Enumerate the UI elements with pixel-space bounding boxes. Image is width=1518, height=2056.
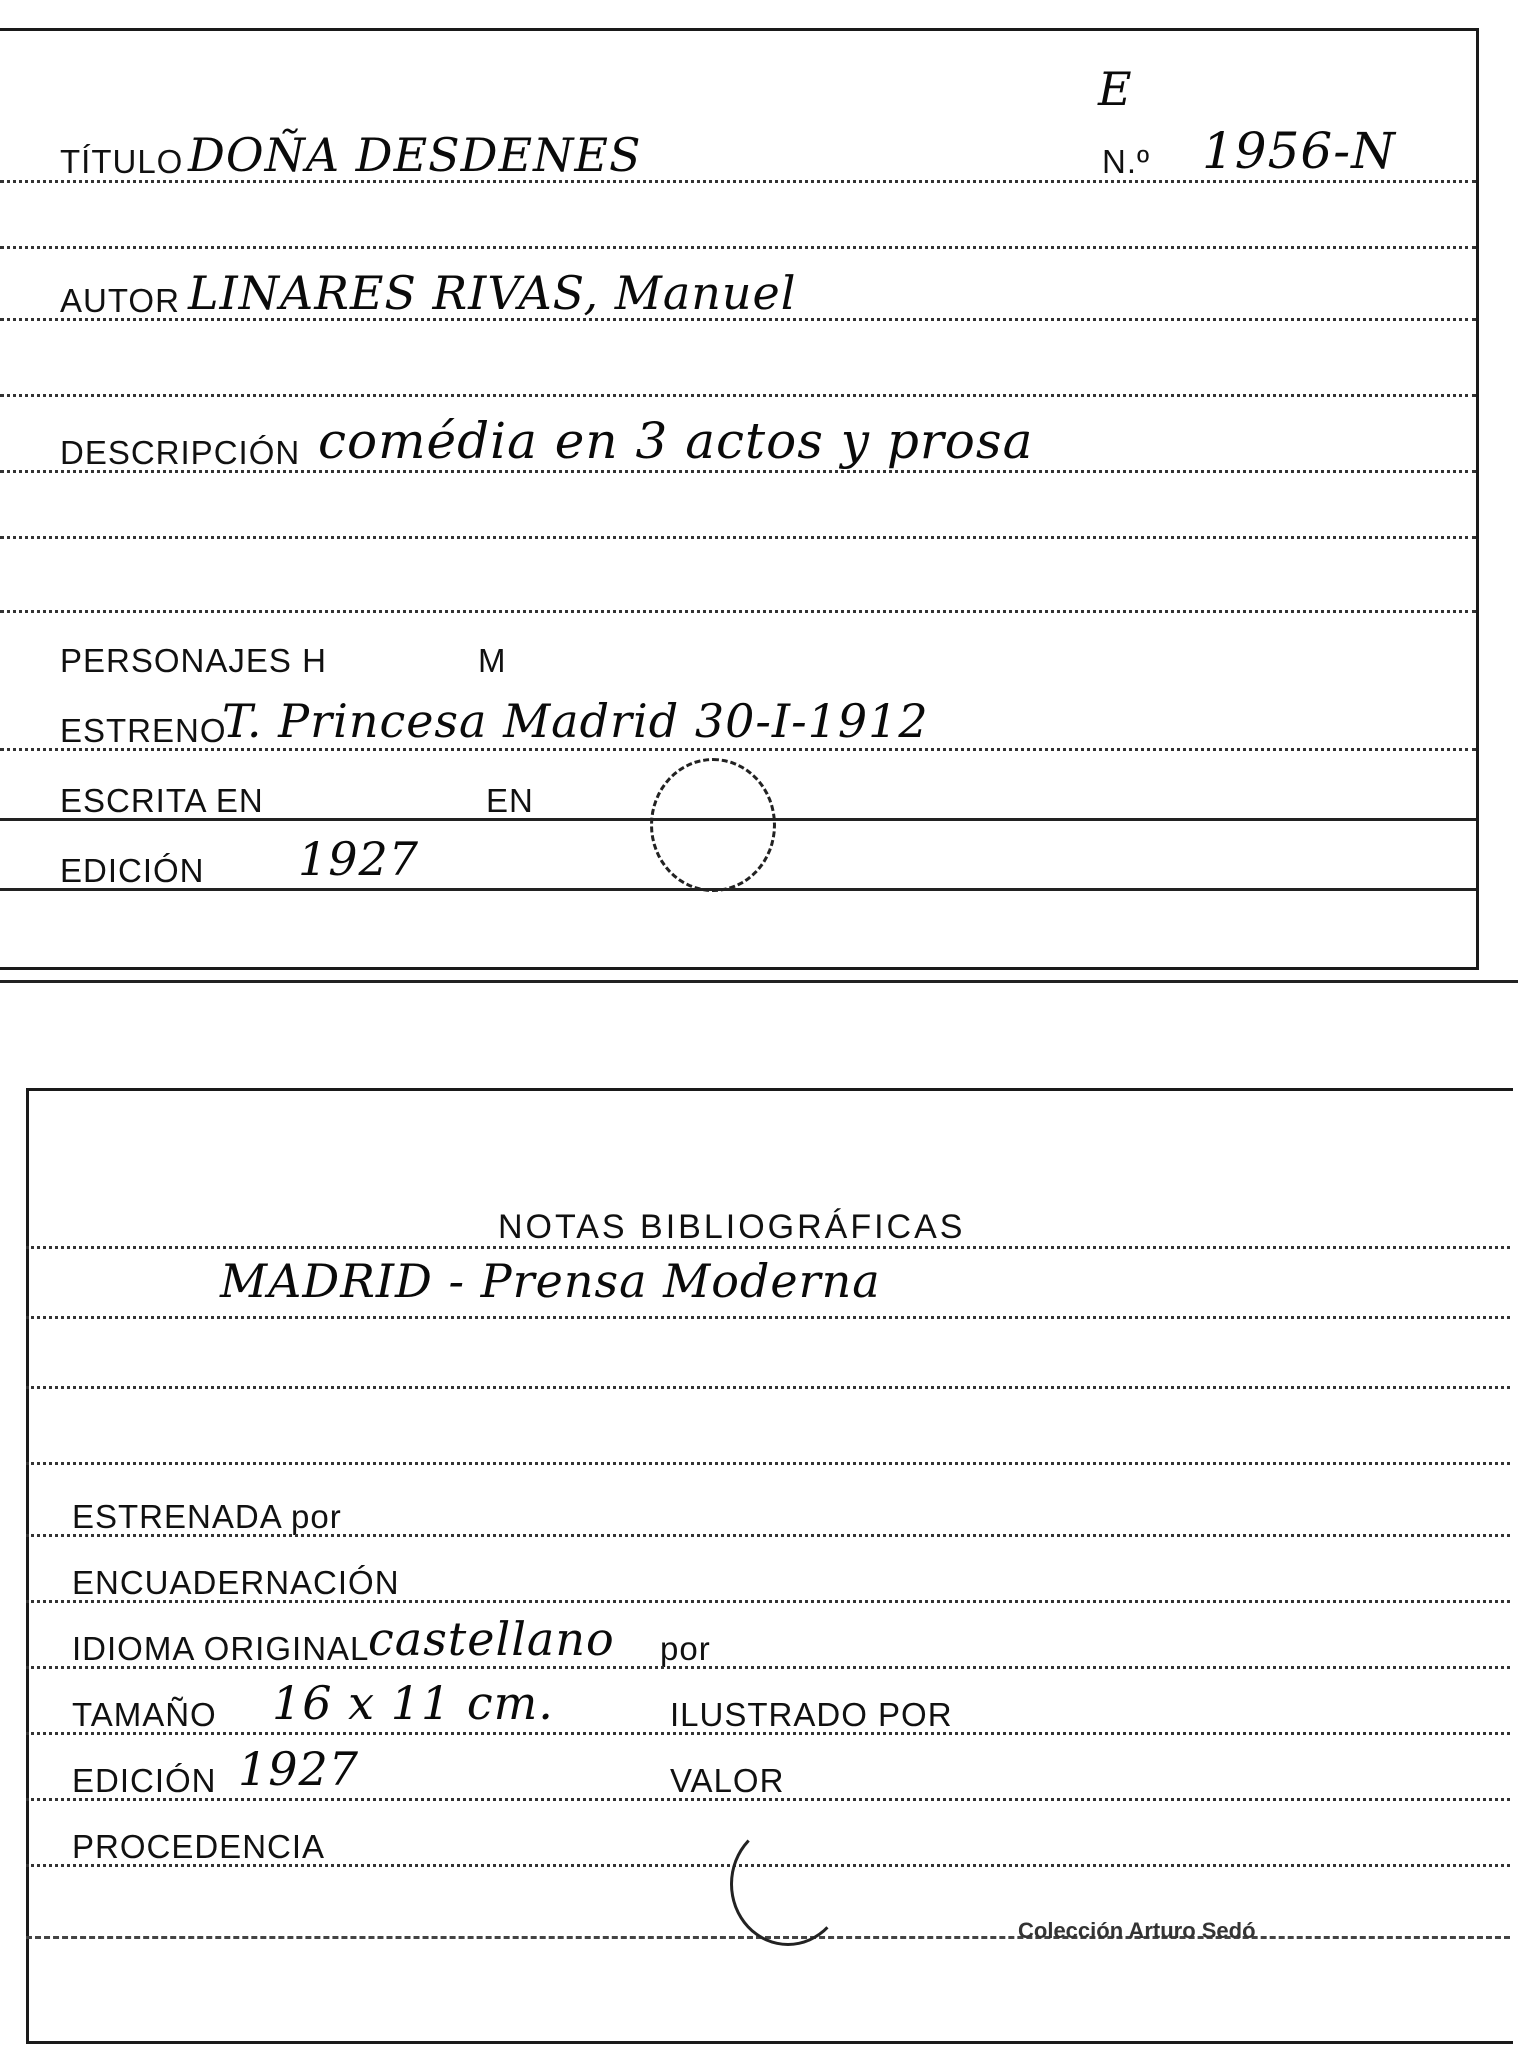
ilustrado-label: ILUSTRADO POR — [670, 1696, 953, 1733]
idioma-label: IDIOMA ORIGINAL — [72, 1630, 370, 1667]
procedencia-label: PROCEDENCIA — [72, 1828, 326, 1865]
edicion-back-label: EDICIÓN — [72, 1762, 217, 1799]
autor-label: AUTOR — [60, 282, 180, 319]
stamp-arc — [730, 1822, 846, 1946]
encuadernacion-label: ENCUADERNACIÓN — [72, 1564, 400, 1601]
numero-label: N.º — [1102, 143, 1151, 180]
edicion-back-value: 1927 — [238, 1742, 360, 1796]
edicion-label: EDICIÓN — [60, 852, 205, 889]
estrenada-label: ESTRENADA por — [72, 1498, 342, 1535]
estreno-value: T. Princesa Madrid 30-I-1912 — [222, 694, 929, 748]
rule-line — [26, 1246, 1510, 1249]
tamano-value: 16 x 11 cm. — [272, 1676, 554, 1730]
descripcion-label: DESCRIPCIÓN — [60, 434, 301, 471]
personajes-label: PERSONAJES H — [60, 642, 327, 679]
descripcion-value: comédia en 3 actos y prosa — [318, 412, 1034, 470]
stamp-circle — [650, 758, 776, 892]
rule-line — [0, 610, 1476, 613]
rule-line — [26, 1316, 1510, 1319]
rule-line — [26, 1462, 1510, 1465]
card-separator — [0, 980, 1518, 983]
rule-line — [26, 1386, 1510, 1389]
autor-value: LINARES RIVAS, Manuel — [188, 266, 797, 320]
coleccion-label: Colección Arturo Sedó — [1018, 1918, 1256, 1943]
titulo-label: TÍTULO — [60, 143, 184, 180]
notas-heading: NOTAS BIBLIOGRÁFICAS — [498, 1208, 966, 1246]
numero-value: 1956-N — [1202, 122, 1396, 180]
tamano-label: TAMAÑO — [72, 1696, 217, 1733]
rule-line — [0, 536, 1476, 539]
titulo-value: DOÑA DESDENES — [188, 128, 642, 182]
escrita-label: ESCRITA EN — [60, 782, 264, 819]
rule-line — [0, 394, 1476, 397]
encuadernacion-line — [26, 1600, 1510, 1603]
notas-value: MADRID - Prensa Moderna — [220, 1254, 881, 1308]
edicion-line — [0, 888, 1476, 891]
tamano-line — [26, 1732, 1510, 1735]
numero-mark: E — [1098, 62, 1133, 116]
rule-line — [0, 246, 1476, 249]
escrita-en-label: EN — [486, 782, 534, 819]
idioma-line — [26, 1666, 1510, 1669]
estreno-label: ESTRENO — [60, 712, 227, 749]
valor-label: VALOR — [670, 1762, 785, 1799]
edicion-back-line — [26, 1798, 1510, 1801]
personajes-m-label: M — [478, 642, 507, 679]
edicion-value: 1927 — [298, 832, 420, 886]
idioma-value: castellano — [368, 1612, 615, 1666]
idioma-por-label: por — [660, 1630, 711, 1667]
estrenada-line — [26, 1534, 1510, 1537]
